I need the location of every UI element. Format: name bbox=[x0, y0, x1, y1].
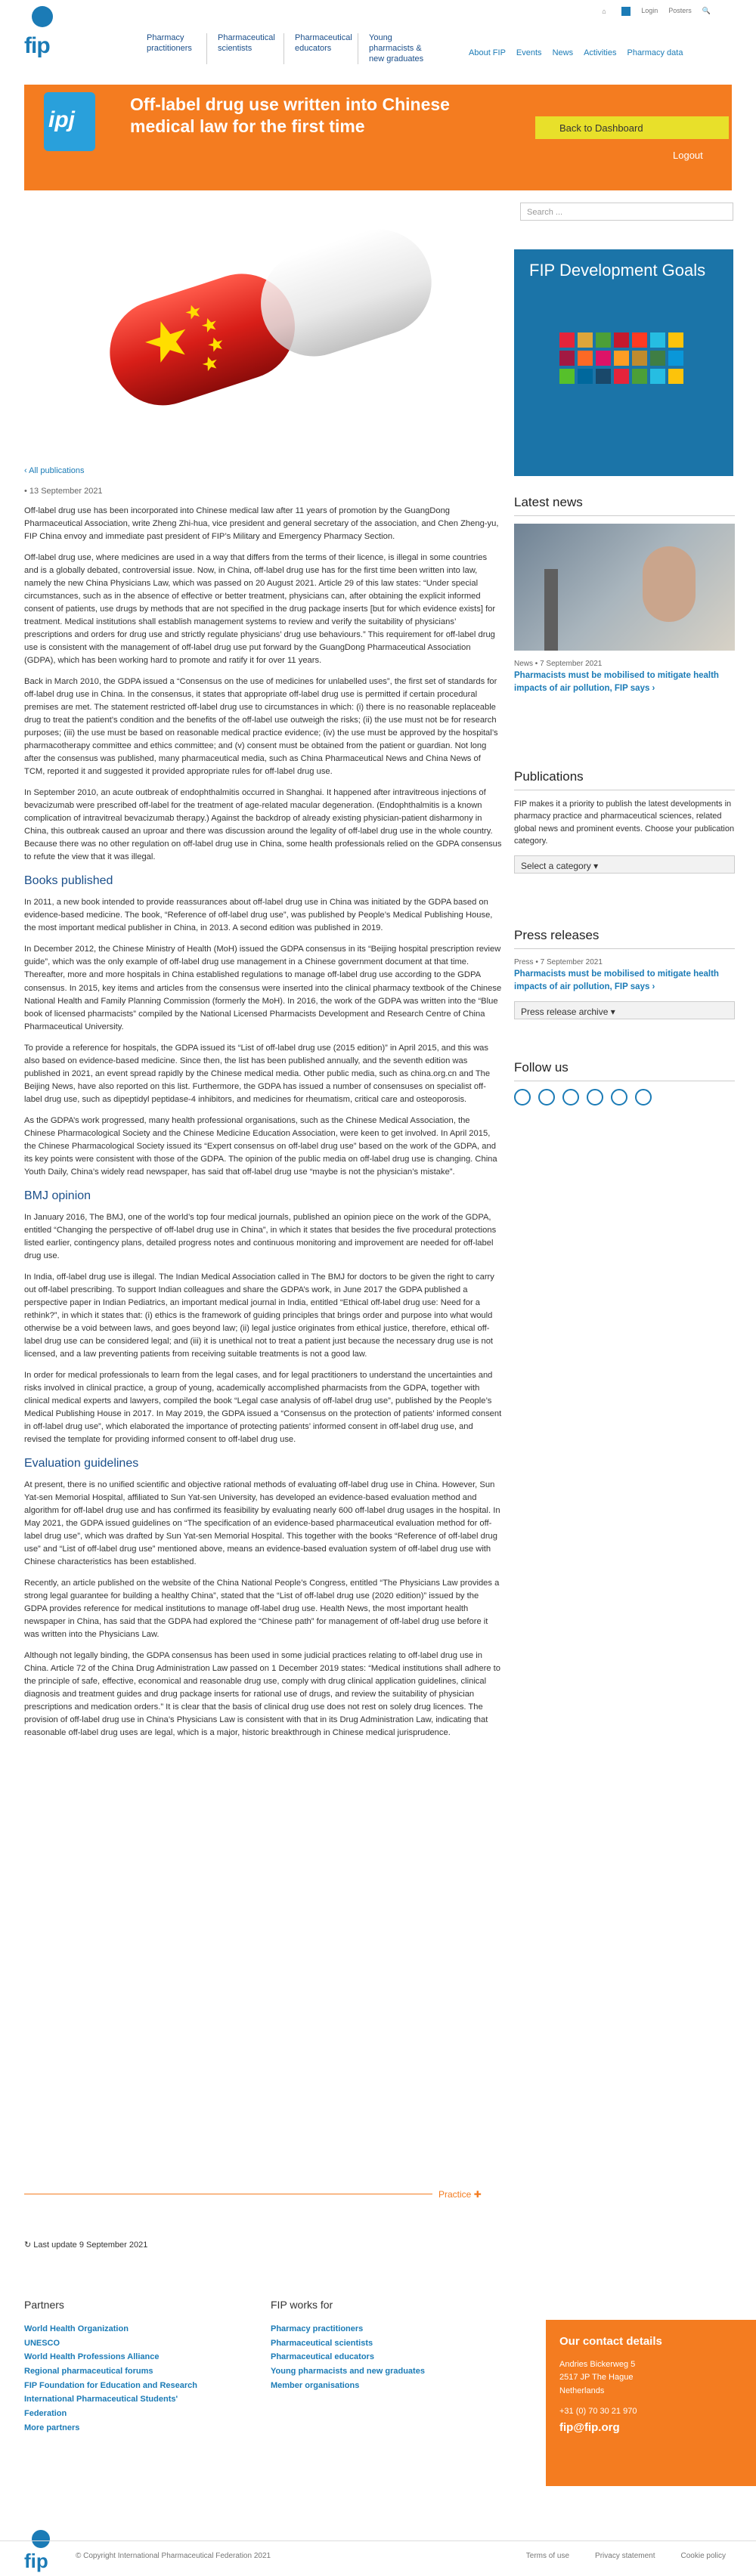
nav-events[interactable]: Events bbox=[516, 48, 542, 57]
press-heading: Press releases bbox=[514, 926, 735, 949]
publications-text: FIP makes it a priority to publish the latest developments in pharmacy practice and pharmaceutical sciences, related global news and prominent events. Choose your publication category. bbox=[514, 799, 735, 846]
paragraph: Recently, an article published on the website of the China National People’s Congress, entitled “The Physicians Law provides a strong legal guarantee for building a healthy China”, stated that the “List of off-label drug use (2020 edition)” issued by the GDPA provides reference for medical institutions to manage off-label drug use. Health News, the most important health newspaper in China, has said that the GDPA had explored the “Chinese path” for management of off-label drug use before it was written into the Physicians Law. bbox=[24, 1579, 500, 1640]
ipj-badge: ipj bbox=[44, 92, 95, 151]
paragraph: In 2011, a new book intended to provide reassurances about off-label drug use in China was initiated by the GDPA based on evidence-based medicine. The book, “Reference of off-label drug use”, was published by People’s Medical Publishing House, the most important medical publisher in China, in 2013. A second edition was published in 2019. bbox=[24, 898, 493, 933]
top-utility bbox=[602, 6, 711, 17]
privacy-link[interactable]: Privacy statement bbox=[595, 2552, 655, 2560]
instagram-icon[interactable] bbox=[635, 1089, 652, 1106]
phone[interactable]: +31 (0) 70 30 21 970 bbox=[559, 2407, 637, 2417]
youtube-icon[interactable] bbox=[587, 1089, 603, 1106]
partner-link[interactable]: World Health Professions Alliance bbox=[24, 2352, 160, 2362]
paragraph: Off-label drug use has been incorporated into Chinese medical law after 11 years of promotion by the GuangDong Pharmaceutical Association, write Zheng Zhi-hua, vice president and general secretary of the association, and Chen Zheng-yu, FIP China envoy and immediate past president of FIP’s Military and Emergency Pharmacy Section. bbox=[24, 506, 499, 542]
works-link[interactable]: Pharmacy practitioners bbox=[271, 2324, 364, 2333]
linkedin-icon[interactable] bbox=[538, 1089, 555, 1106]
logout-link[interactable]: Logout bbox=[673, 150, 703, 161]
posters-link[interactable]: Posters bbox=[668, 7, 692, 14]
paragraph: In India, off-label drug use is illegal. The Indian Medical Association called in The BMJ for doctors to be given the right to carry out off-label prescribing. To support Indian colleagues and share the GDPA’s work, in June 2017 the GDPA published a perspective paper in Indian Pediatrics, an important medical journal in India, entitled “Ethical off-label drug use: Need for a rethink?”, in which it states that: (i) ethics is the framework of guiding principles that brings order and purpose into what would otherwise be a void between laws, and goes beyond law; (ii) legal justice originates from ethical justice, therefore, ethical off-label drug use can be considered legal; and (iii) it is unethical not to treat a patient just because the necessary drug use is not licensed, and a law preventing patients from receiving suitable treatments is not a good law. bbox=[24, 1272, 494, 1359]
works-column bbox=[271, 2297, 425, 2392]
follow-section bbox=[514, 1058, 735, 1106]
article-body bbox=[24, 465, 502, 1748]
search-icon[interactable]: 🔍 bbox=[702, 7, 711, 14]
nav-item-educators[interactable]: Pharmaceutical educators bbox=[295, 33, 358, 64]
pill-capsule-image bbox=[89, 212, 452, 408]
nav-item-scientists[interactable]: Pharmaceutical scientists bbox=[218, 33, 284, 64]
news-meta: News • 7 September 2021 bbox=[514, 659, 603, 668]
paragraph: As the GDPA’s work progressed, many health professional organisations, such as the Chinese Medical Association, the Chinese Pharmacological Society and the Chinese Medicine Education Association, were keen to get involved. In April 2015, the Chinese Pharmacological Society issued its “Expert consensus on off-label drug use” based on the work of the GDPA, and its key points were consistent with those of the GDPA. The opinion of the public media on off-label drug use is changing. China Youth Daily, China’s widely read newspaper, has said that off-label drug use “maybe is not the physician’s mistake”. bbox=[24, 1115, 497, 1177]
paragraph: Although not legally binding, the GDPA consensus has been used in some judicial practices relating to off-label drug use in China. Article 72 of the China Drug Administration Law passed on 1 December 2019 states: “Medical institutions shall adhere to the principle of safe, effective, economical and reasonable drug use, comply with drug clinical application guidelines, clinical diagnosis and treatment guides and drug package inserts for rational use of drugs, and review the suitability of physician prescriptions and medication orders.” It is clear that the basis of clinical drug use does not rest on solely drug licences. The provision of off-label drug use in China’s Physicians Law is consistent with that in its Drug Administration Law, indicating that reasonable off-label drug uses are legal, which is a major, historic breakthrough in Chinese medical jurisprudence. bbox=[24, 1651, 500, 1738]
publications-section bbox=[514, 767, 735, 874]
address-line: 2517 JP The Hague bbox=[559, 2373, 634, 2383]
nav-item-practitioners[interactable]: Pharmacy practitioners bbox=[147, 33, 207, 64]
partner-link[interactable]: FIP Foundation for Education and Research bbox=[24, 2380, 197, 2390]
bottom-links bbox=[526, 2550, 726, 2562]
goals-icon-grid bbox=[559, 332, 688, 384]
section-heading-evaluation: Evaluation guidelines bbox=[24, 1456, 139, 1470]
logo-text: fip bbox=[24, 33, 50, 58]
paragraph: Back in March 2010, the GDPA issued a “Consensus on the use of medicines for unlabelled uses”, the first set of standards for off-label drug use in China. In the consensus, it states that appropriate off-label drug use is permitted if certain procedural premises are met. The statement restricted off-label drug use to circumstances in which: (i) there is no reasonable replaceable drug to treat the patient’s condition and the benefits of the off-label use outweigh the risks; (ii) the use must not be for research purposes; (iii) the use must be based on reasonable medical practice evidence; (iv) the use must be approved by the hospital’s pharmacotherapy committee and ethics committee; and (v) consent must be obtained from the patient or guardian. Not long after the consensus was published, many pharmaceutical media, such as China Pharmaceutical News and China News of TCM, reported it and suggested it provided appropriate rules for off-label drug use. bbox=[24, 677, 498, 777]
search-input[interactable]: Search ... bbox=[520, 203, 733, 221]
press-section bbox=[514, 926, 735, 1019]
copyright-bar bbox=[0, 2540, 756, 2573]
paragraph: At present, there is no unified scientific and objective rational methods of evaluating off-label drug use in China. However, Sun Yat-sen Memorial Hospital, affiliated to Sun Yat-sen University, has developed an evidence-based evaluation method and algorithm for off-label drug use and has confirmed its feasibility by evaluating nearly 600 off-label drug usages in the hospital. In May 2021, the GDPA issued guidelines on “The specification of an evidence-based pharmaceutical evaluation method for off-label drug use”, which was drafted by Sun Yat-sen Memorial Hospital. This together with the books “Reference of off-label drug use” and “List of off-label drug use” mentioned above, means an evidence-based evaluation system of off-label drug use with Chinese characteristics has been established. bbox=[24, 1480, 500, 1567]
top-bar bbox=[0, 0, 756, 70]
email-link[interactable]: fip@fip.org bbox=[559, 2420, 620, 2434]
main-nav bbox=[147, 33, 455, 64]
nav-item-young-pharmacists[interactable]: Young pharmacists & new graduates bbox=[369, 33, 424, 63]
partners-heading: Partners bbox=[24, 2299, 64, 2311]
news-link[interactable]: Pharmacists must be mobilised to mitigate health impacts of air pollution, FIP says › bbox=[514, 670, 719, 693]
flickr-icon[interactable] bbox=[611, 1089, 627, 1106]
paragraph: Off-label drug use, where medicines are used in a way that differs from the terms of their licence, is illegal in some countries and is a globally debated, controversial issue. Now, in China, off-label drug use has for the first time been written into law, namely the new China Physicians Law, which was passed on 20 August 2021. Article 29 of this law states: “Under special circumstances, such as in the absence of effective or better treatment, physicians can, after obtaining the explicit informed consent of patients, use drugs by methods that are not specified in the drug package inserts [but for which evidence exists] for treatment. Medical institutions shall establish management systems to review and verify the suitability of physicians’ prescriptions and orders for drug use and strictly regulate physicians’ drug use behaviours.” This requirement for off-label drug use is consistent with the management of off-label drug use put forward by the GuangDong Pharmaceutical Association (GDPA), which has been working hard to promote and ratify it for over 11 years. bbox=[24, 553, 496, 666]
section-heading-books: Books published bbox=[24, 874, 113, 888]
language-icon[interactable] bbox=[621, 7, 631, 16]
logo-text: fip bbox=[24, 2550, 48, 2572]
press-meta: Press • 7 September 2021 bbox=[514, 957, 603, 966]
publication-category-select[interactable]: Select a category ▾ bbox=[514, 855, 735, 874]
works-link[interactable]: Pharmaceutical scientists bbox=[271, 2338, 373, 2348]
news-image[interactable] bbox=[514, 524, 735, 651]
back-to-dashboard-button[interactable]: Back to Dashboard bbox=[535, 116, 729, 139]
chevron-down-icon: ▾ bbox=[593, 860, 599, 871]
latest-news-section bbox=[514, 493, 735, 695]
facebook-icon[interactable] bbox=[514, 1089, 531, 1106]
login-link[interactable]: Login bbox=[641, 7, 658, 14]
plus-icon: ✚ bbox=[473, 2189, 482, 2200]
publish-date: • 13 September 2021 bbox=[24, 486, 103, 496]
secondary-nav bbox=[469, 47, 683, 60]
goals-title: FIP Development Goals bbox=[529, 261, 706, 280]
nav-activities[interactable]: Activities bbox=[584, 48, 617, 57]
latest-news-heading: Latest news bbox=[514, 493, 735, 516]
partner-link[interactable]: International Pharmaceutical Students' Federation bbox=[24, 2395, 178, 2419]
terms-link[interactable]: Terms of use bbox=[525, 2552, 570, 2560]
practice-tag[interactable]: Practice ✚ bbox=[438, 2189, 482, 2200]
copyright-text: © Copyright International Pharmaceutical Federation 2021 bbox=[76, 2552, 271, 2560]
home-icon[interactable]: ⌂ bbox=[602, 7, 606, 15]
nav-pharmacy-data[interactable]: Pharmacy data bbox=[627, 48, 683, 57]
nav-about[interactable]: About FIP bbox=[469, 48, 506, 57]
person-shape bbox=[643, 546, 696, 622]
works-link[interactable]: Member organisations bbox=[271, 2380, 360, 2390]
partner-link[interactable]: More partners bbox=[24, 2423, 80, 2432]
partner-link[interactable]: World Health Organization bbox=[24, 2324, 129, 2333]
partners-column bbox=[24, 2297, 198, 2435]
works-heading: FIP works for bbox=[271, 2299, 333, 2311]
contact-heading: Our contact details bbox=[559, 2335, 662, 2348]
logo-mark bbox=[32, 6, 53, 27]
cookie-link[interactable]: Cookie policy bbox=[680, 2552, 726, 2560]
section-heading-bmj: BMJ opinion bbox=[24, 1189, 91, 1202]
works-link[interactable]: Pharmaceutical educators bbox=[271, 2352, 374, 2362]
contact-box bbox=[546, 2320, 756, 2486]
paragraph: In order for medical professionals to learn from the legal cases, and for legal practitioners to understand the uncertainties and risks involved in clinical practice, a group of young, academically accomplished pharmacists from the GDPA, together with clinical medical experts and lawyers, compiled the book “Legal case analysis of off-label drug use”, published by the People’s Medical Publishing House in 2017. In May 2019, the GDPA issued a “Consensus on the protection of patients’ informed consent in off-label drug use”, which elaborated the importance of protecting patients’ informed consent in off-label drug use, and revised the template for providing informed consent to off-label drug use. bbox=[24, 1370, 502, 1444]
breadcrumb[interactable]: ‹ All publications bbox=[24, 466, 85, 475]
partner-link[interactable]: Regional pharmaceutical forums bbox=[24, 2367, 153, 2377]
paragraph: In January 2016, The BMJ, one of the world’s top four medical journals, published an opinion piece on the work of the GDPA, entitled “Changing the perspective of off-label drug use in China”, in which it states that besides the five procedural protections listed earlier, contingency plans, detailed progress notes and continuous monitoring and improvement are needed for off-label drug use. bbox=[24, 1212, 497, 1260]
nav-news[interactable]: News bbox=[552, 48, 574, 57]
social-icons bbox=[514, 1089, 735, 1106]
paragraph: To provide a reference for hospitals, the GDPA issued its “List of off-label drug use (2015 edition)” in April 2015, and this was also based on evidence-based medicine. Since then, the list has been published annually, and the seventh edition was published in 2021, an event spread rapidly by the Chinese medical media. Other public media, such as china.org.cn and The Beijing News, have also reported on this list. Furthermore, the GDPA has issued a number of consensuses on specialist off-label drug use, such as dipeptidyl peptidase-4 inhibitors, and medicines for rheumatism, critical care and osteoporosis. bbox=[24, 1043, 491, 1104]
chevron-down-icon: ▾ bbox=[610, 1007, 615, 1017]
twitter-icon[interactable] bbox=[562, 1089, 579, 1106]
follow-heading: Follow us bbox=[514, 1058, 735, 1081]
paragraph: In September 2010, an acute outbreak of endophthalmitis occurred in Shanghai. It happened after intravitreous injections of bevacizumab were prescribed off-label for the treatment of age-related macular degeneration. (Endophthalmitis is a known complication of intravitreal bevacizumab therapy.) Against the backdrop of already existing physician-patient disharmony in China, this outbreak caused an uproar and there was discussion around the legality of off-label drug use in the whole country. Because there was no other regulation on off-label drug use in China, some health professionals relied on the GDPA consensus to refute the view that it was illegal. bbox=[24, 788, 502, 862]
address-line: Andries Bickerweg 5 bbox=[559, 2359, 636, 2369]
press-archive-select[interactable]: Press release archive ▾ bbox=[514, 1001, 735, 1019]
development-goals-box[interactable] bbox=[514, 249, 733, 476]
press-link[interactable]: Pharmacists must be mobilised to mitigate health impacts of air pollution, FIP says › bbox=[514, 969, 719, 991]
works-link[interactable]: Young pharmacists and new graduates bbox=[271, 2367, 425, 2377]
partner-link[interactable]: UNESCO bbox=[24, 2338, 60, 2348]
last-update: ↻ Last update 9 September 2021 bbox=[24, 2240, 148, 2250]
fip-logo[interactable] bbox=[24, 6, 66, 59]
hero-banner bbox=[24, 85, 497, 190]
address-line: Netherlands bbox=[559, 2386, 605, 2395]
chimney-shape bbox=[544, 569, 558, 651]
publications-heading: Publications bbox=[514, 767, 735, 790]
page-title: Off-label drug use written into Chinese medical law for the first time bbox=[130, 94, 450, 136]
paragraph: In December 2012, the Chinese Ministry of Health (MoH) issued the GDPA consensus in its “Beijing hospital prescription review guide”, which was the only example of off-label drug use management in a Chinese government document at that time. Thereafter, more and more hospitals in China established regulations to manage off-label drug use according to the GDPA consensus. In 2015, key items and articles from the consensus were inserted into the clinical pharmacy textbook of the Chinese National Health and Family Planning Commission (formerly the MoH). In 2016, the work of the GDPA was written into the “Blue book of licensed pharmacists” compiled by the National Licensed Pharmacists Development and Research Centre of China Pharmaceutical University. bbox=[24, 945, 502, 1031]
